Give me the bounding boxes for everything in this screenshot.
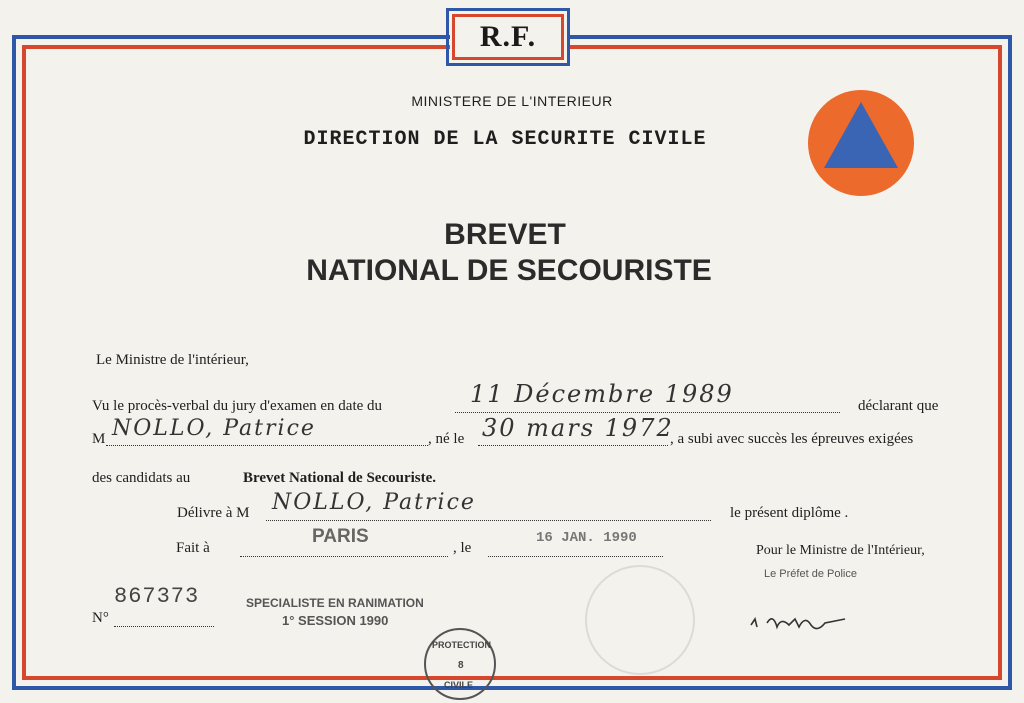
pv-label: Vu le procès-verbal du jury d'examen en date du [92, 398, 383, 414]
no-label: N° [92, 610, 109, 626]
border-top-red-right [567, 45, 1002, 49]
delivered-label: Délivre à M [177, 505, 250, 521]
m-label: M [92, 431, 106, 447]
fait-date-stamp: 16 JAN. 1990 [536, 530, 637, 546]
certificate-title-line1: BREVET [444, 218, 566, 251]
seal-top-text: PROTECTION [432, 640, 492, 650]
certificate-title-line2: NATIONAL DE SECOURISTE [306, 254, 712, 287]
diploma-text: le présent diplôme . [730, 505, 849, 521]
fait-label: Fait à [176, 540, 210, 556]
handwritten-signature [745, 605, 865, 640]
speciality-stamp: SPECIALISTE EN RANIMATION [246, 596, 424, 610]
ministry-heading: MINISTERE DE L'INTERIEUR [411, 93, 613, 109]
civil-protection-triangle-icon [808, 90, 914, 196]
rf-label: R.F. [479, 20, 537, 53]
direction-heading: DIRECTION DE LA SECURITE CIVILE [303, 128, 707, 151]
opening-line: Le Ministre de l'intérieur, [96, 352, 249, 368]
border-top-red [22, 45, 450, 49]
born-label: , né le [428, 431, 465, 447]
seal-mid-text: 8 [458, 660, 464, 671]
le-label: , le [453, 540, 472, 556]
number-field [114, 612, 214, 627]
for-minister-text: Pour le Ministre de l'Intérieur, [756, 543, 925, 558]
border-top-blue-right [567, 35, 1012, 39]
session-stamp: 1° SESSION 1990 [282, 613, 389, 628]
round-seal-stamp [424, 628, 496, 700]
fait-place-stamp: PARIS [312, 526, 369, 547]
border-bottom-red [22, 676, 1002, 680]
delivered-name-handwritten: NOLLO, Patrice [272, 490, 476, 515]
prefect-stamp: Le Préfet de Police [764, 568, 857, 580]
birth-date-handwritten: 30 mars 1972 [482, 414, 674, 442]
rf-badge [452, 14, 564, 60]
civil-protection-emblem [808, 90, 914, 196]
faint-seal-stamp [585, 565, 695, 675]
declarant-label: déclarant que [858, 398, 939, 414]
certificate-number-stamp: 867373 [114, 584, 200, 609]
seal-bottom-text: CIVILE [444, 680, 474, 690]
candidates-label: des candidats au [92, 470, 191, 486]
border-bottom-blue [12, 686, 1012, 690]
candidate-name-handwritten: NOLLO, Patrice [112, 416, 316, 441]
success-text: , a subi avec succès les épreuves exigées [670, 431, 914, 447]
pv-date-handwritten: 11 Décembre 1989 [470, 380, 734, 408]
brevet-name: Brevet National de Secouriste. [243, 470, 437, 486]
border-top-blue [12, 35, 450, 39]
